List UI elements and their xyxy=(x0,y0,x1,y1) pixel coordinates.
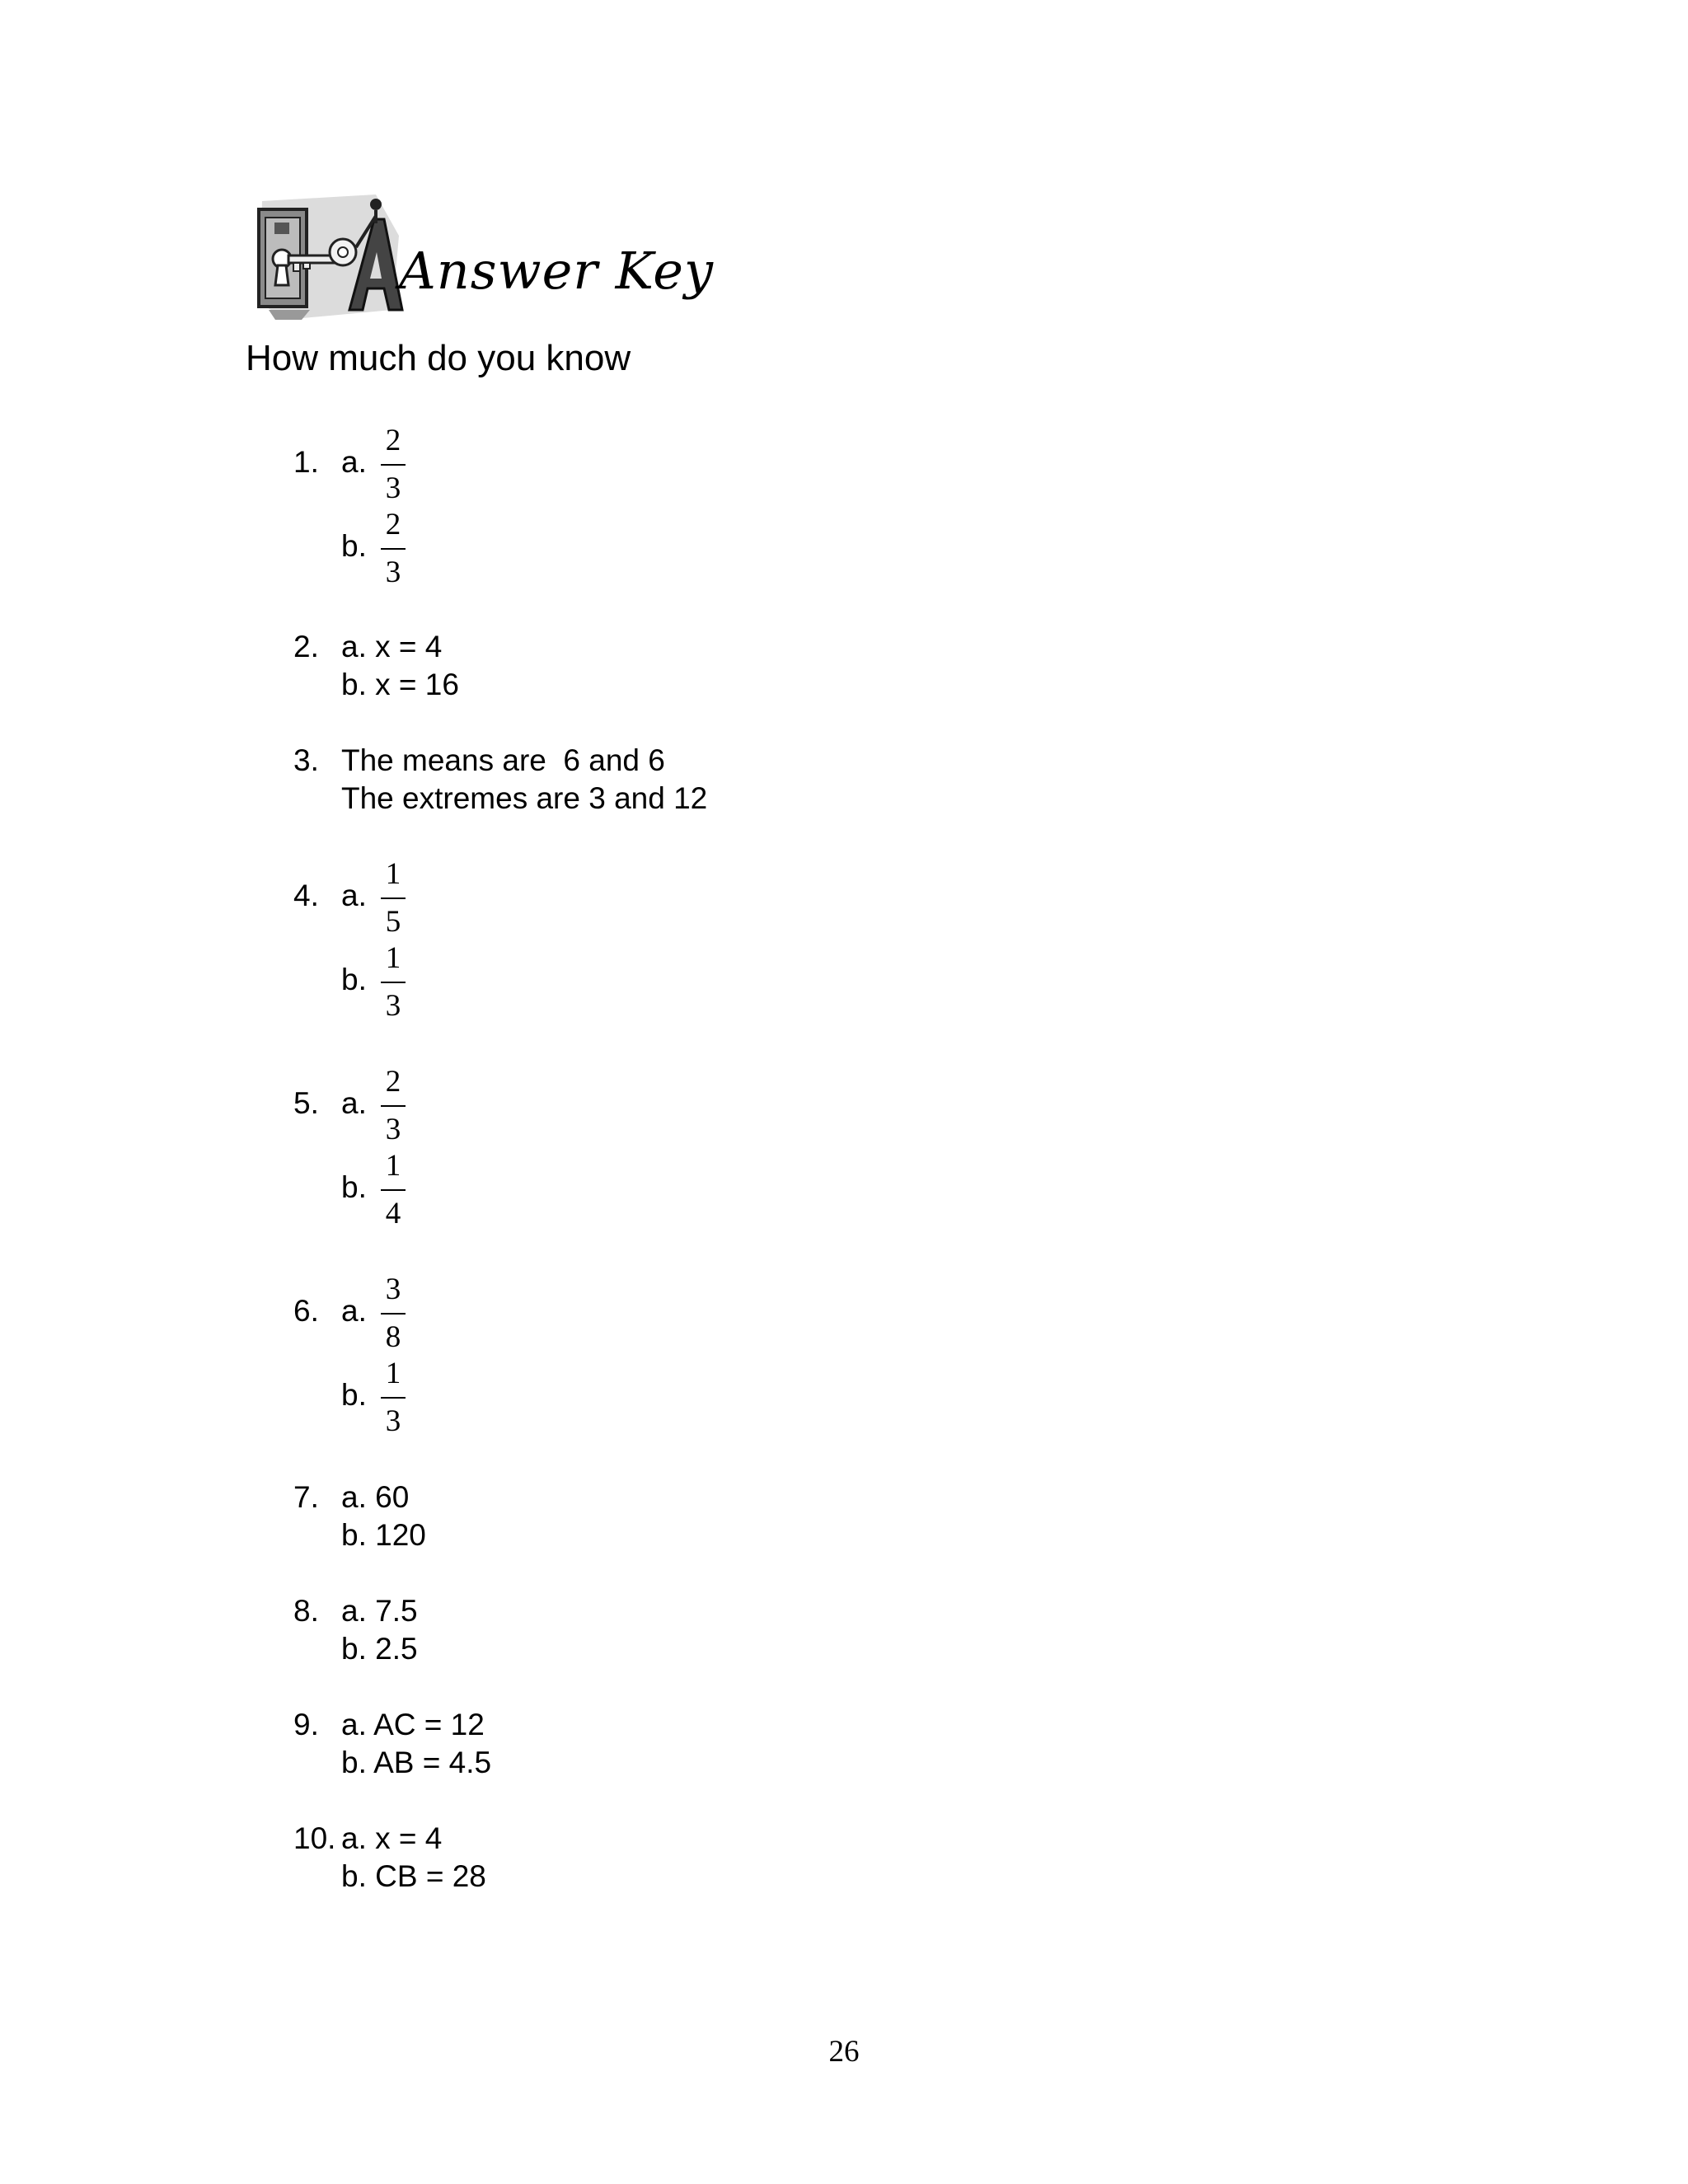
fraction xyxy=(381,1066,406,1146)
numerator: 1 xyxy=(385,1357,401,1390)
answer-line: The means are 6 and 6 xyxy=(341,743,665,777)
fraction-bar xyxy=(381,1313,406,1315)
answer-line: a. AC = 12 xyxy=(341,1708,485,1741)
part-label: b. xyxy=(341,1378,367,1412)
fraction xyxy=(381,1357,406,1438)
fraction xyxy=(381,1273,406,1354)
answer-number: 3. xyxy=(293,743,319,777)
part-label: a. xyxy=(341,445,367,479)
numerator: 2 xyxy=(385,508,401,541)
fraction-bar xyxy=(381,548,406,550)
fraction-bar xyxy=(381,1397,406,1399)
answer-number: 5. xyxy=(293,1086,319,1120)
numerator: 2 xyxy=(385,1065,401,1099)
denominator: 4 xyxy=(385,1197,401,1230)
answer-number: 7. xyxy=(293,1480,319,1514)
denominator: 3 xyxy=(385,1404,401,1438)
answer-number: 2. xyxy=(293,630,319,663)
fraction xyxy=(381,1150,406,1230)
fraction xyxy=(381,858,406,939)
numerator: 2 xyxy=(385,424,401,457)
answer-line: b. CB = 28 xyxy=(341,1859,486,1893)
denominator: 3 xyxy=(385,1113,401,1146)
numerator: 1 xyxy=(385,1149,401,1183)
page-number: 26 xyxy=(828,2035,860,2069)
part-label: a. xyxy=(341,1294,367,1328)
page-title: Answer Key xyxy=(399,241,714,301)
denominator: 3 xyxy=(385,471,401,505)
fraction-bar xyxy=(381,982,406,983)
answer-number: 1. xyxy=(293,445,319,479)
fraction-bar xyxy=(381,898,406,899)
answer-line: a. 60 xyxy=(341,1480,410,1514)
answer-number: 9. xyxy=(293,1708,319,1741)
section-heading: How much do you know xyxy=(246,338,631,378)
answer-line: b. AB = 4.5 xyxy=(341,1746,492,1779)
answer-number: 4. xyxy=(293,879,319,912)
fraction-bar xyxy=(381,1105,406,1107)
answer-line: The extremes are 3 and 12 xyxy=(341,781,708,815)
fraction xyxy=(381,509,406,589)
answer-line: a. x = 4 xyxy=(341,1821,443,1855)
fraction xyxy=(381,942,406,1023)
numerator: 1 xyxy=(385,941,401,975)
denominator: 3 xyxy=(385,989,401,1023)
denominator: 5 xyxy=(385,905,401,939)
part-label: a. xyxy=(341,879,367,912)
answer-number: 10. xyxy=(293,1821,336,1855)
answer-line: a. 7.5 xyxy=(341,1594,418,1628)
numerator: 1 xyxy=(385,857,401,891)
answer-line: a. x = 4 xyxy=(341,630,443,663)
answer-number: 6. xyxy=(293,1294,319,1328)
numerator: 3 xyxy=(385,1272,401,1306)
denominator: 8 xyxy=(385,1320,401,1354)
part-label: a. xyxy=(341,1086,367,1120)
key-in-door-icon xyxy=(252,186,405,322)
part-label: b. xyxy=(341,963,367,996)
answer-line: b. 120 xyxy=(341,1518,426,1552)
denominator: 3 xyxy=(385,555,401,589)
answer-number: 8. xyxy=(293,1594,319,1628)
fraction-bar xyxy=(381,1189,406,1191)
part-label: b. xyxy=(341,529,367,563)
fraction xyxy=(381,424,406,505)
answer-key-header xyxy=(252,186,714,322)
answer-line: b. 2.5 xyxy=(341,1632,418,1666)
answer-line: b. x = 16 xyxy=(341,668,459,701)
fraction-bar xyxy=(381,464,406,466)
part-label: b. xyxy=(341,1170,367,1204)
